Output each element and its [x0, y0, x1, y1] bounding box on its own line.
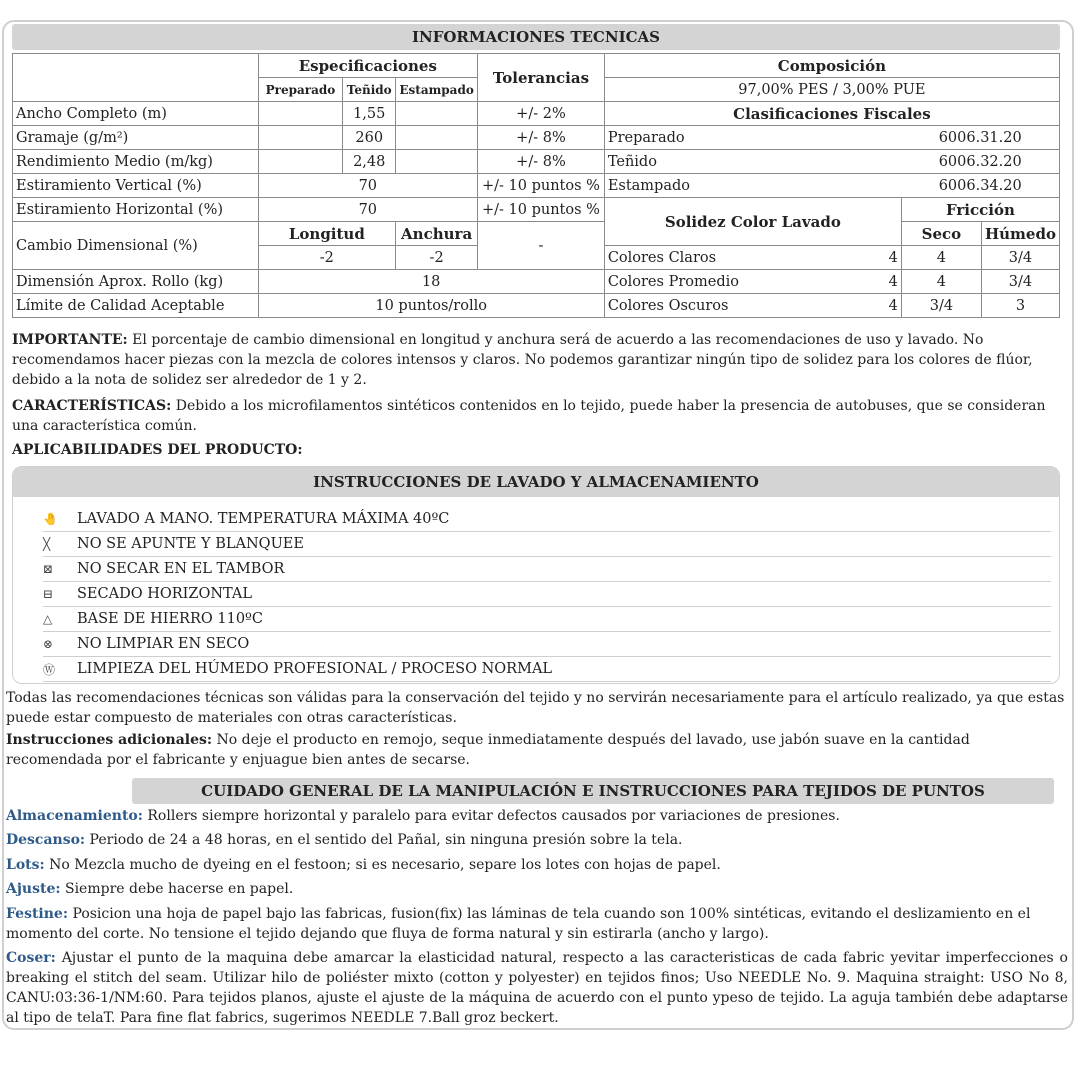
- care-item: [6, 830, 1068, 850]
- friccion-seco: 4: [901, 246, 981, 270]
- iron-icon: △: [43, 612, 53, 626]
- row-label: Gramaje (g/m²): [13, 126, 259, 150]
- friccion-humedo: 3/4: [981, 246, 1059, 270]
- spec-header: Especificaciones: [258, 54, 478, 78]
- care-text: Rollers siempre horizontal y paralelo para evitar defectos causados por variaciones de presiones.: [142, 808, 840, 824]
- calidad-value: 10 puntos/rollo: [258, 294, 604, 318]
- no-dry-clean-icon: ⊗: [43, 637, 54, 651]
- wash-item: [43, 507, 1051, 532]
- care-text: No Mezcla mucho de dyeing en el festoon; si es necesario, separe los lotes con hojas de papel.: [44, 857, 721, 873]
- care-item: [6, 806, 1068, 826]
- fiscal-code: 6006.34.20: [901, 174, 1059, 198]
- longitud-value: -2: [258, 246, 396, 270]
- care-item: [6, 879, 1068, 899]
- solidez-label: Colores Claros: [604, 246, 868, 270]
- wash-item-text: NO LIMPIAR EN SECO: [77, 636, 250, 652]
- care-item: [6, 948, 1068, 1028]
- row-tolerance: +/- 2%: [478, 102, 605, 126]
- importante-key: IMPORTANTE:: [12, 332, 128, 348]
- fiscal-label: Preparado: [604, 126, 901, 150]
- fiscal-code: 6006.32.20: [901, 150, 1059, 174]
- care-text: Siempre debe hacerse en papel.: [60, 881, 294, 897]
- solidez-lavado: 4: [868, 246, 901, 270]
- care-key: Lots:: [6, 857, 45, 873]
- col-tenido: Teñido: [343, 78, 396, 102]
- wash-item: [43, 582, 1051, 607]
- row-value: 260: [343, 126, 396, 150]
- no-tumble-dry-icon: ⊠: [43, 562, 54, 576]
- friccion-seco: 4: [901, 270, 981, 294]
- row-value: 2,48: [343, 150, 396, 174]
- hand-wash-icon: 🤚: [43, 512, 58, 526]
- fiscal-label: Estampado: [604, 174, 901, 198]
- row-label: Ancho Completo (m): [13, 102, 259, 126]
- caracteristicas-key: CARACTERÍSTICAS:: [12, 398, 172, 414]
- wash-item-text: BASE DE HIERRO 110ºC: [77, 611, 263, 627]
- tech-spec-table: [12, 53, 1060, 318]
- care-text: Periodo de 24 a 48 horas, en el sentido del Pañal, sin ninguna presión sobre la tela.: [85, 832, 683, 848]
- no-bleach-icon: ╳: [43, 537, 51, 551]
- care-item: [6, 855, 1068, 875]
- humedo-header: Húmedo: [981, 222, 1059, 246]
- cambio-label: Cambio Dimensional (%): [13, 222, 259, 270]
- rollo-label: Dimensión Aprox. Rollo (kg): [13, 270, 259, 294]
- tolerancias-header: Tolerancias: [478, 54, 605, 102]
- importante-text: El porcentaje de cambio dimensional en longitud y anchura será de acuerdo a las recomendaciones de uso y lavado. No recomendamos hacer piezas con la mezcla de colores intensos y claros. No podemos garantizar ningún tipo de solidez para los colores de flúor, debido a la nota de solidez ser alrededor de 1 y 2.: [12, 332, 1033, 388]
- care-key: Descanso:: [6, 832, 86, 848]
- row-label: Estiramiento Horizontal (%): [13, 198, 259, 222]
- fiscal-code: 6006.31.20: [901, 126, 1059, 150]
- row-tolerance: +/- 10 puntos %: [478, 198, 605, 222]
- friccion-humedo: 3/4: [981, 270, 1059, 294]
- recommendations-note: Todas las recomendaciones técnicas son válidas para la conservación del tejido y no servirán necesariamente para el artículo realizado, ya que estas puede estar compuesto de materiales con otras características.: [6, 690, 1065, 726]
- wash-item-text: LAVADO A MANO. TEMPERATURA MÁXIMA 40ºC: [77, 511, 450, 527]
- care-item: [6, 904, 1068, 944]
- wash-item: [43, 607, 1051, 632]
- additional-text: No deje el producto en remojo, seque inmediatamente después del lavado, use jabón suave en la cantidad recomendada por el fabricante y enjuague bien antes de secarse.: [6, 732, 970, 768]
- row-tolerance: +/- 8%: [478, 126, 605, 150]
- col-preparado: Preparado: [258, 78, 343, 102]
- care-text: Ajustar el punto de la maquina debe amarcar la elasticidad natural, respecto a las caracteristicas de cada fabric yevitar imperfecciones o breaking el stitch del seam. Utilizar hilo de poliéster mixto (cotton y polyester) en tejidos finos; Uso NEEDLE No. 9. Maquina straight: USO No 8, CANU:03:36-1/NM:60. Para tejidos planos, ajuste el ajuste de la máquina de acuerdo con el punto ypeso de tejido. La aguja también debe adaptarse al tipo de telaT. Para fine flat fabrics, sugerimos NEEDLE 7.Ball groz beckert.: [6, 950, 1068, 1026]
- caracteristicas-note: [12, 396, 1062, 436]
- wash-item: [43, 657, 1051, 682]
- additional-key: Instrucciones adicionales:: [6, 732, 213, 748]
- wash-item-text: LIMPIEZA DEL HÚMEDO PROFESIONAL / PROCESO NORMAL: [77, 661, 553, 677]
- longitud-header: Longitud: [258, 222, 396, 246]
- wet-clean-icon: Ⓦ: [43, 662, 56, 677]
- tech-info-title: INFORMACIONES TECNICAS: [12, 24, 1060, 50]
- row-tolerance: +/- 8%: [478, 150, 605, 174]
- solidez-lavado: 4: [868, 270, 901, 294]
- wash-item: [43, 557, 1051, 582]
- anchura-value: -2: [396, 246, 478, 270]
- care-key: Almacenamiento:: [6, 808, 143, 824]
- wash-title: INSTRUCCIONES DE LAVADO Y ALMACENAMIENTO: [13, 467, 1059, 497]
- anchura-header: Anchura: [396, 222, 478, 246]
- solidez-label: Colores Promedio: [604, 270, 868, 294]
- wash-item-text: NO SE APUNTE Y BLANQUEE: [77, 536, 304, 552]
- dry-flat-icon: ⊟: [43, 587, 54, 601]
- additional-instructions: [6, 730, 1068, 770]
- wash-item-text: SECADO HORIZONTAL: [77, 586, 253, 602]
- caracteristicas-text: Debido a los microfilamentos sintéticos contenidos en lo tejido, puede haber la presencia de autobuses, que se consideran una característica común.: [12, 398, 1046, 434]
- friccion-header: Fricción: [901, 198, 1059, 222]
- wash-instructions-box: [12, 466, 1060, 684]
- solidez-header: Solidez Color Lavado: [604, 198, 901, 246]
- row-label: Estiramiento Vertical (%): [13, 174, 259, 198]
- row-value: 70: [258, 174, 478, 198]
- fiscal-label: Teñido: [604, 150, 901, 174]
- wash-list: [43, 507, 1051, 682]
- cambio-tolerance: -: [478, 222, 605, 270]
- seco-header: Seco: [901, 222, 981, 246]
- row-tolerance: +/- 10 puntos %: [478, 174, 605, 198]
- care-key: Coser:: [6, 950, 56, 966]
- row-value: 70: [258, 198, 478, 222]
- solidez-label: Colores Oscuros: [604, 294, 868, 318]
- importante-note: [12, 330, 1062, 390]
- friccion-humedo: 3: [981, 294, 1059, 318]
- care-key: Ajuste:: [6, 881, 61, 897]
- wash-item: [43, 532, 1051, 557]
- rollo-value: 18: [258, 270, 604, 294]
- wash-item-text: NO SECAR EN EL TAMBOR: [77, 561, 285, 577]
- wash-item: [43, 632, 1051, 657]
- friccion-seco: 3/4: [901, 294, 981, 318]
- composicion-value: 97,00% PES / 3,00% PUE: [604, 78, 1059, 102]
- care-key: Festine:: [6, 906, 69, 922]
- aplicabilidades-heading: APLICABILIDADES DEL PRODUCTO:: [12, 442, 303, 458]
- care-title: CUIDADO GENERAL DE LA MANIPULACIÓN E INSTRUCCIONES PARA TEJIDOS DE PUNTOS: [132, 778, 1054, 804]
- row-label: Rendimiento Medio (m/kg): [13, 150, 259, 174]
- care-text: Posicion una hoja de papel bajo las fabricas, fusion(fix) las láminas de tela cuando son 100% sintéticas, evitando el deslizamiento en el momento del corte. No tensione el tejido dejando que fluya de forma natural y sin estirarla (ancho y largo).: [6, 906, 1031, 942]
- fiscal-header: Clasificaciones Fiscales: [604, 102, 1059, 126]
- row-value: 1,55: [343, 102, 396, 126]
- composicion-header: Composición: [604, 54, 1059, 78]
- solidez-lavado: 4: [868, 294, 901, 318]
- calidad-label: Límite de Calidad Aceptable: [13, 294, 259, 318]
- col-estampado: Estampado: [396, 78, 478, 102]
